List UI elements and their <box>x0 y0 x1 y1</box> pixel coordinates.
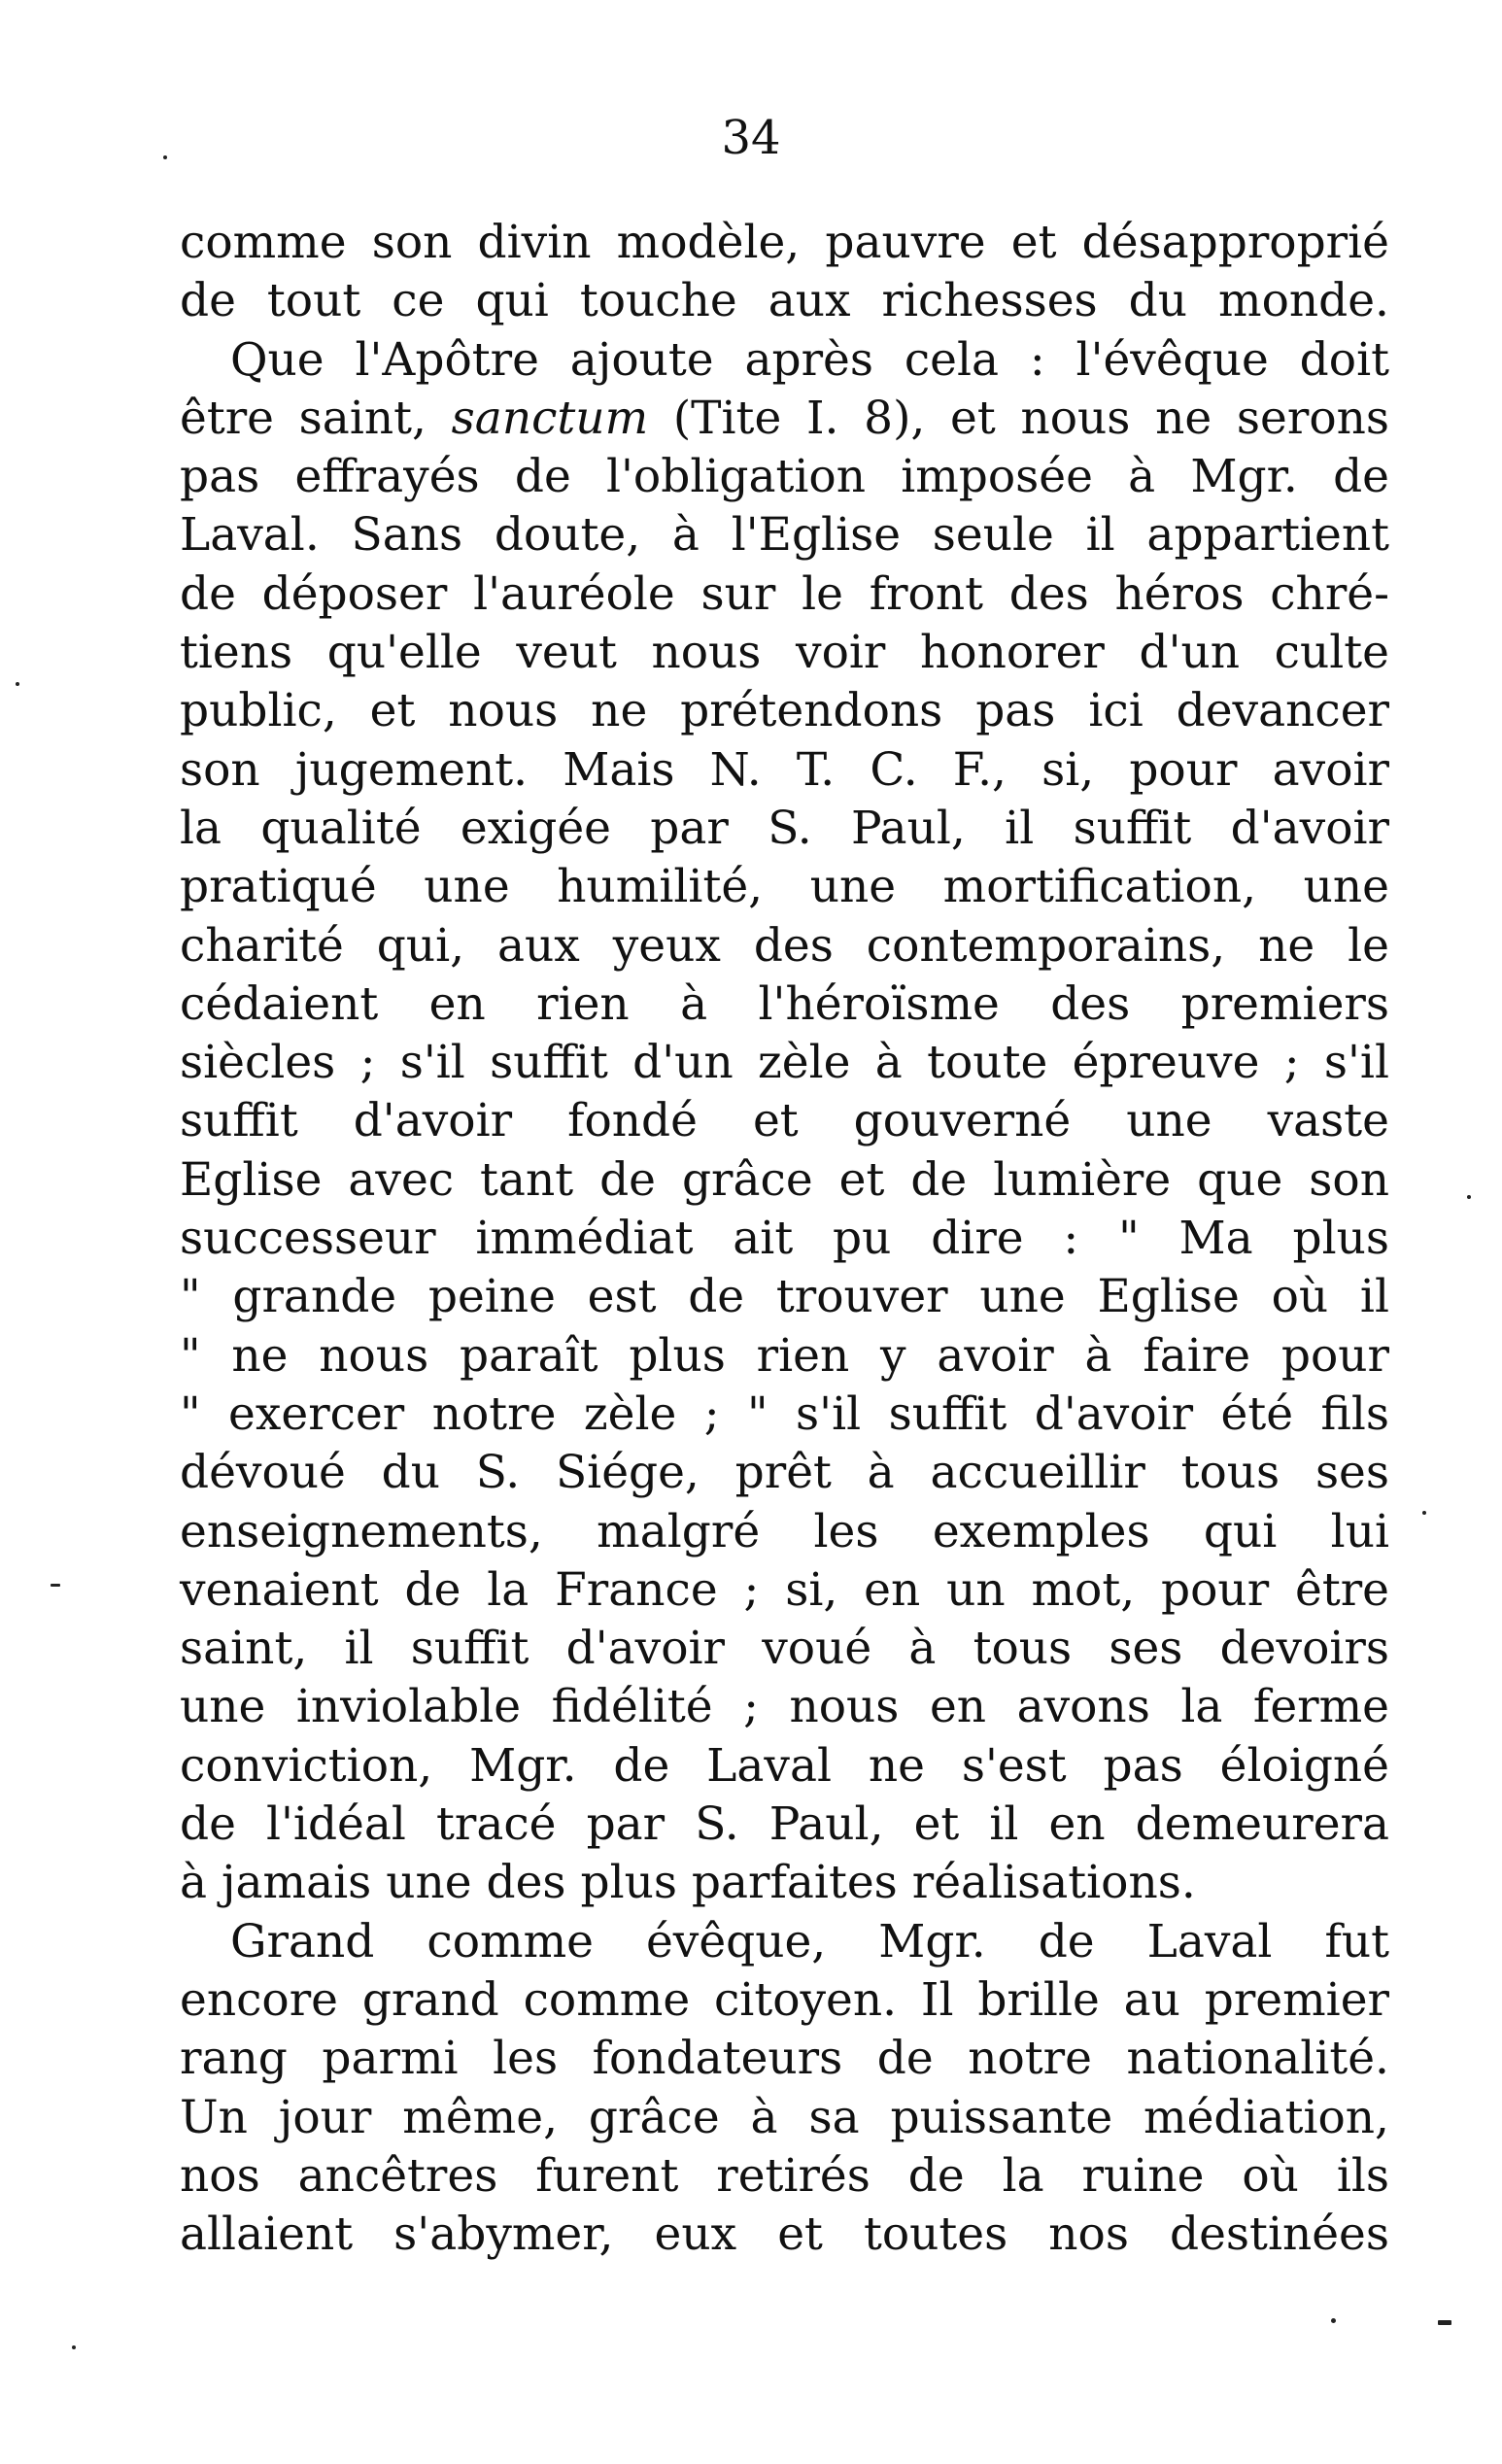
text-line: comme son divin modèle, pauvre et désapproprié <box>180 216 1389 269</box>
text-line: Un jour même, grâce à sa puissante médiation, <box>180 2090 1389 2144</box>
text-line: suffit d'avoir fondé et gouverné une vaste <box>180 1094 1389 1148</box>
text-line: tiens qu'elle veut nous voir honorer d'un culte <box>180 626 1389 680</box>
text-line: public, et nous ne prétendons pas ici devancer <box>180 684 1389 738</box>
text-line: siècles ; s'il suffit d'un zèle à toute épreuve ; s'il <box>180 1036 1389 1090</box>
text-line: la qualité exigée par S. Paul, il suffit d'avoir <box>180 801 1389 855</box>
text-line: Que l'Apôtre ajoute après cela : l'évêque doit <box>230 332 1389 387</box>
text-line: saint, il suffit d'avoir voué à tous ses devoirs <box>180 1622 1389 1676</box>
text-line: une inviolable fidélité ; nous en avons la ferme <box>180 1680 1389 1734</box>
text-segment: (Tite I. 8), et nous ne serons <box>648 391 1390 445</box>
text-line: successeur immédiat ait pu dire : " Ma plus <box>180 1212 1389 1266</box>
text-line: nos ancêtres furent retirés de la ruine où ils <box>180 2148 1389 2203</box>
text-line: encore grand comme citoyen. Il brille au premier <box>180 1972 1389 2027</box>
text-line: Laval. Sans doute, à l'Eglise seule il appartient <box>180 508 1389 563</box>
scan-speck <box>72 2345 76 2349</box>
text-line: Grand comme évêque, Mgr. de Laval fut <box>230 1914 1389 1968</box>
text-line: de l'idéal tracé par S. Paul, et il en demeurera <box>180 1797 1389 1852</box>
text-line: pratiqué une humilité, une mortification, une <box>180 860 1389 914</box>
text-line: venaient de la France ; si, en un mot, pour être <box>180 1562 1389 1617</box>
text-segment: être saint, <box>180 391 452 445</box>
scan-speck <box>1422 1511 1426 1515</box>
text-line: de tout ce qui touche aux richesses du monde. <box>180 274 1389 328</box>
text-line: rang parmi les fondateurs de notre nationalité. <box>180 2032 1389 2086</box>
page-number: 34 <box>721 111 781 165</box>
text-line: conviction, Mgr. de Laval ne s'est pas éloigné <box>180 1738 1389 1793</box>
text-line: " grande peine est de trouver une Eglise où il <box>180 1270 1389 1324</box>
text-line <box>180 390 1389 448</box>
scan-speck <box>16 682 19 686</box>
scan-speck <box>1467 1195 1471 1199</box>
text-line: dévoué du S. Siége, prêt à accueillir tous ses <box>180 1446 1389 1500</box>
text-line: pas effrayés de l'obligation imposée à Mgr. de <box>180 450 1389 504</box>
scan-speck <box>51 1584 60 1587</box>
body-text <box>180 214 1389 2264</box>
text-line: son jugement. Mais N. T. C. F., si, pour avoir <box>180 742 1389 797</box>
text-line: allaient s'abymer, eux et toutes nos destinées <box>180 2207 1389 2262</box>
text-line: " ne nous paraît plus rien y avoir à faire pour <box>180 1328 1389 1383</box>
italic-term: sanctum <box>451 391 649 445</box>
scan-speck <box>163 155 167 159</box>
scan-speck <box>1438 2320 1451 2325</box>
text-line: charité qui, aux yeux des contemporains, ne le <box>180 918 1389 973</box>
text-line: cédaient en rien à l'héroïsme des premiers <box>180 976 1389 1031</box>
text-line: enseignements, malgré les exemples qui lui <box>180 1504 1389 1558</box>
text-line: à jamais une des plus parfaites réalisations. <box>180 1856 1196 1910</box>
text-line: Eglise avec tant de grâce et de lumière que son <box>180 1152 1389 1207</box>
text-line: " exercer notre zèle ; " s'il suffit d'avoir été fils <box>180 1386 1389 1441</box>
text-line: de déposer l'auréole sur le front des héros chré- <box>180 566 1389 621</box>
scan-speck <box>1331 2318 1336 2323</box>
